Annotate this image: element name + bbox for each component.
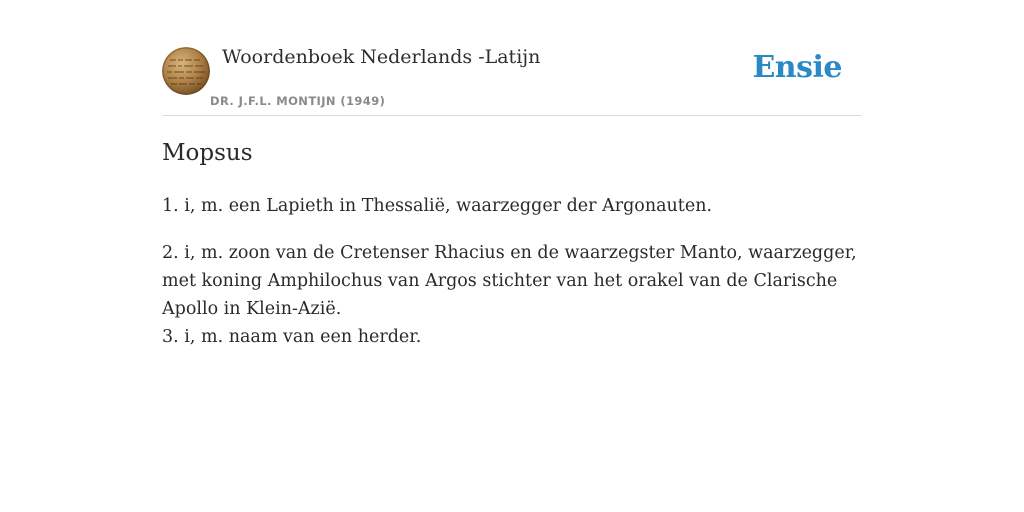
- definition-item: 3. i, m. naam van een herder.: [162, 327, 422, 347]
- header: [162, 0, 862, 116]
- entry-headword: Mopsus: [162, 140, 253, 166]
- dictionary-title[interactable]: Woordenboek Nederlands -Latijn: [222, 46, 541, 68]
- definition-item: 1. i, m. een Lapieth in Thessalië, waarzegger der Argonauten.: [162, 196, 713, 216]
- definition-paragraph: [162, 239, 862, 351]
- page: [162, 0, 862, 347]
- definition-paragraph: [162, 192, 862, 220]
- entry-definitions: [162, 192, 862, 370]
- ensie-logo-link[interactable]: Ensie: [752, 50, 842, 85]
- coin-inscription-icon[interactable]: [162, 47, 210, 95]
- definition-item: 2. i, m. zoon van de Cretenser Rhacius en de waarzegster Manto, waarzegger, met koning Amphilochus van Argos stichter van het orakel van de Clarische Apollo in Klein-Azië.: [162, 243, 857, 319]
- dictionary-author: DR. J.F.L. MONTIJN (1949): [210, 94, 386, 108]
